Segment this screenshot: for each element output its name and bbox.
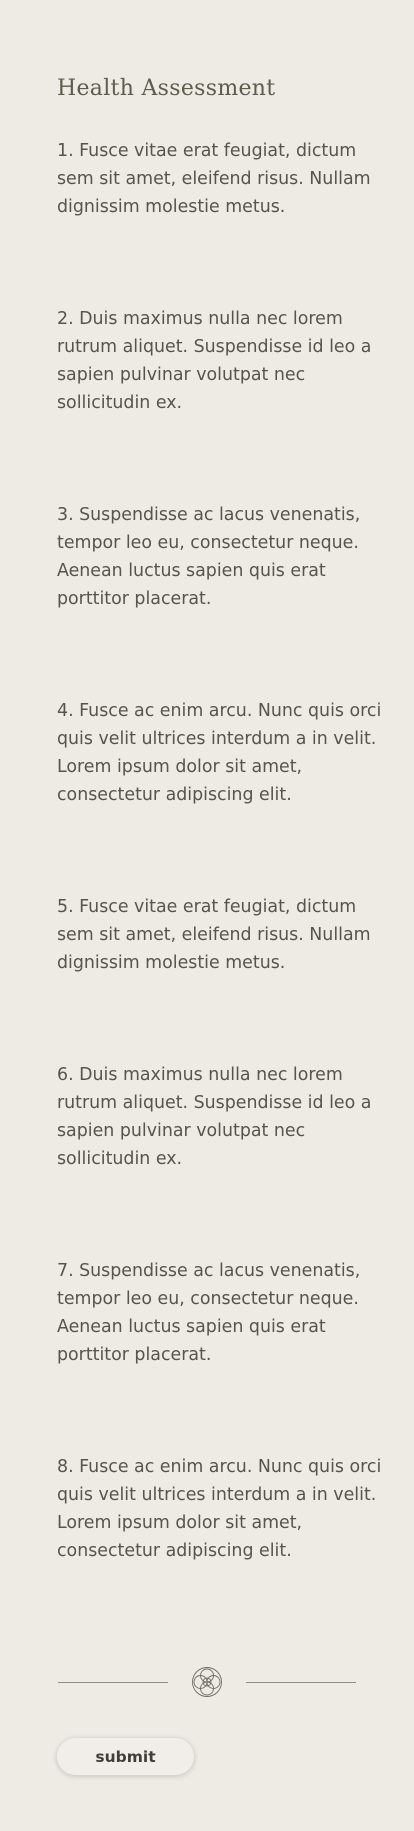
section-divider <box>58 1666 356 1698</box>
question-item: 8. Fusce ac enim arcu. Nunc quis orci quis velit ultrices interdum a in velit. Lorem ipsum dolor sit amet, consectetur adipiscing elit. <box>57 1457 382 1561</box>
question-item: 2. Duis maximus nulla nec lorem rutrum aliquet. Suspendisse id leo a sapien pulvinar volutpat nec sollicitudin ex. <box>57 309 372 413</box>
divider-line-left <box>58 1682 168 1683</box>
question-item: 3. Suspendisse ac lacus venenatis, tempor leo eu, consectetur neque. Aenean luctus sapien quis erat porttitor placerat. <box>57 505 361 609</box>
question-item: 6. Duis maximus nulla nec lorem rutrum aliquet. Suspendisse id leo a sapien pulvinar volutpat nec sollicitudin ex. <box>57 1065 372 1169</box>
submit-button[interactable]: submit <box>57 1738 194 1775</box>
flower-ornament-icon <box>191 1666 223 1698</box>
page-title: Health Assessment <box>57 76 276 101</box>
divider-line-right <box>246 1682 356 1683</box>
question-item: 4. Fusce ac enim arcu. Nunc quis orci quis velit ultrices interdum a in velit. Lorem ipsum dolor sit amet, consectetur adipiscing elit. <box>57 701 382 805</box>
question-item: 1. Fusce vitae erat feugiat, dictum sem sit amet, eleifend risus. Nullam dignissim molestie metus. <box>57 141 371 217</box>
question-item: 5. Fusce vitae erat feugiat, dictum sem sit amet, eleifend risus. Nullam dignissim molestie metus. <box>57 897 371 973</box>
question-item: 7. Suspendisse ac lacus venenatis, tempor leo eu, consectetur neque. Aenean luctus sapien quis erat porttitor placerat. <box>57 1261 361 1365</box>
